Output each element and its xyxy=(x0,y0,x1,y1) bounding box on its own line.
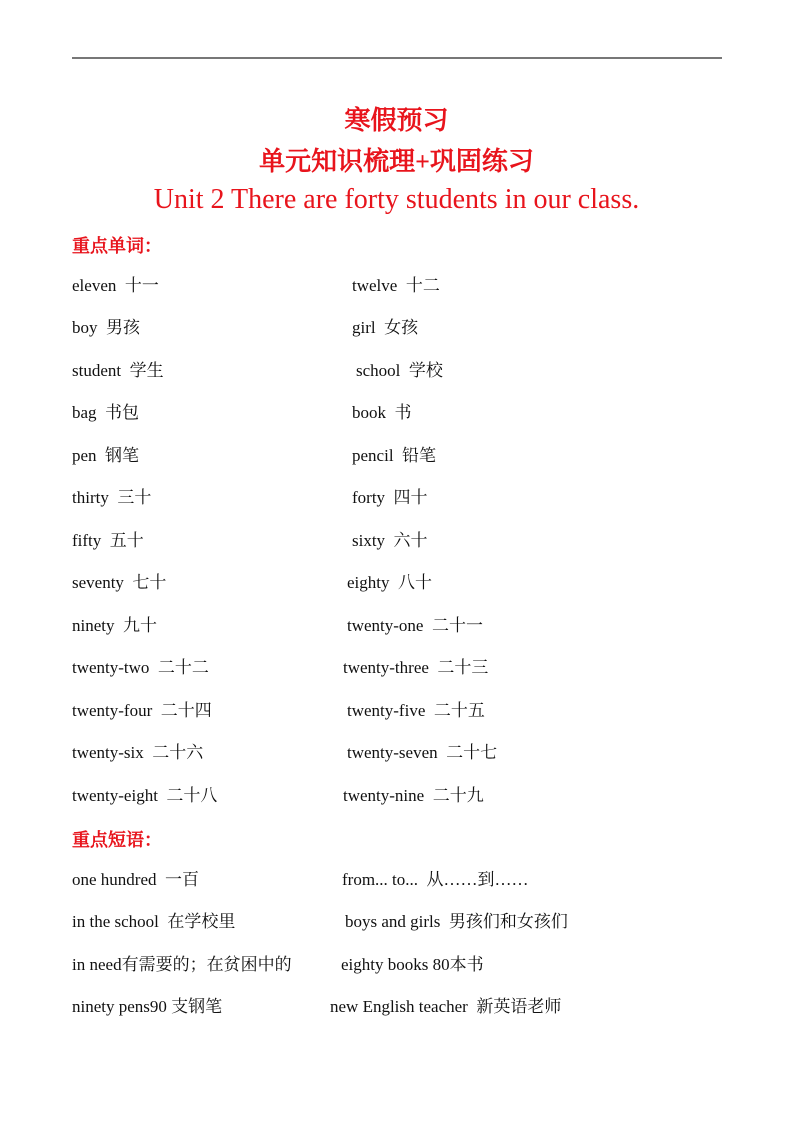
unit-title: Unit 2 There are forty students in our class. xyxy=(153,184,640,215)
header-rule xyxy=(72,57,722,59)
word-item: twenty-two 二十二 xyxy=(72,658,209,677)
phrase-item: in need有需要的；在贫困中的 xyxy=(72,955,292,974)
word-item: school 学校 xyxy=(356,361,443,380)
phrase-item: eighty books 80本书 xyxy=(341,955,484,974)
phrases-heading: 重点短语： xyxy=(72,830,162,850)
word-item: bag 书包 xyxy=(72,403,140,422)
word-item: boy 男孩 xyxy=(72,318,140,337)
word-item: twenty-nine 二十九 xyxy=(343,786,484,805)
phrase-item: new English teacher 新英语老师 xyxy=(330,997,562,1016)
word-item: pen 钢笔 xyxy=(72,446,140,465)
word-item: eighty 八十 xyxy=(347,573,432,592)
words-heading: 重点单词： xyxy=(72,236,162,256)
phrase-item: in the school 在学校里 xyxy=(72,912,236,931)
word-item: twenty-eight 二十八 xyxy=(72,786,218,805)
word-item: forty 四十 xyxy=(352,488,428,507)
title-line-2: 单元知识梳理+巩固练习 xyxy=(259,147,534,176)
word-item: twenty-four 二十四 xyxy=(72,701,212,720)
word-item: twelve 十二 xyxy=(352,276,440,295)
phrase-item: boys and girls 男孩们和女孩们 xyxy=(345,912,568,931)
title-line-1: 寒假预习 xyxy=(344,106,449,135)
word-item: girl 女孩 xyxy=(352,318,419,337)
word-item: twenty-six 二十六 xyxy=(72,743,204,762)
word-item: pencil 铅笔 xyxy=(352,446,437,465)
phrase-item: ninety pens90 支钢笔 xyxy=(72,997,223,1016)
word-item: fifty 五十 xyxy=(72,531,144,550)
word-item: twenty-one 二十一 xyxy=(347,616,483,635)
word-item: eleven 十一 xyxy=(72,276,159,295)
word-item: twenty-five 二十五 xyxy=(347,701,485,720)
word-item: twenty-seven 二十七 xyxy=(347,743,498,762)
phrase-item: from... to... 从……到…… xyxy=(342,870,529,889)
word-item: seventy 七十 xyxy=(72,573,167,592)
word-item: student 学生 xyxy=(72,361,164,380)
word-item: thirty 三十 xyxy=(72,488,152,507)
word-item: ninety 九十 xyxy=(72,616,157,635)
word-item: twenty-three 二十三 xyxy=(343,658,489,677)
phrase-item: one hundred 一百 xyxy=(72,870,200,889)
word-item: book 书 xyxy=(352,403,412,422)
word-item: sixty 六十 xyxy=(352,531,428,550)
